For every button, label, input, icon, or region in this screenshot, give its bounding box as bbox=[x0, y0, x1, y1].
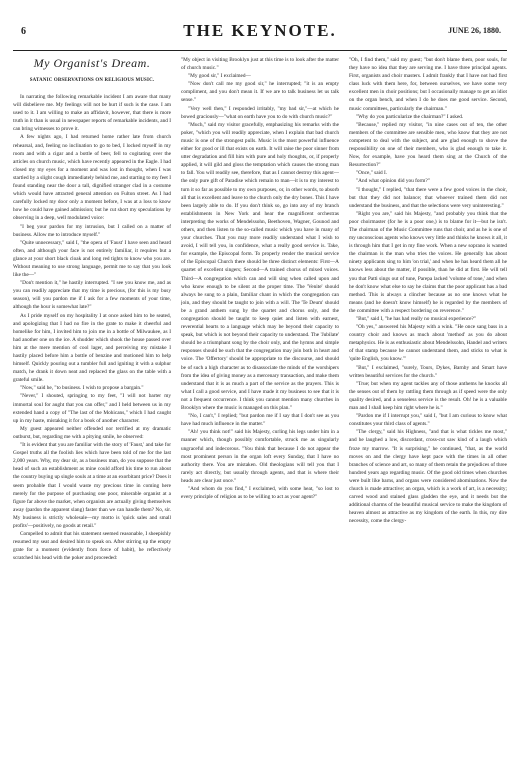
article-subtitle: SATANIC OBSERVATIONS ON RELIGIOUS MUSIC. bbox=[29, 78, 155, 83]
article-paragraph: "Ah! you think not!" said his Majesty, curling his legs under him in a manner which, though possibly comfortable, struck me as singularly ungraceful and indecorous. "You think that because I do not appear the most prominent person in the organ loft every Sunday, that I have no authority there. You are mistaken. Old theologians will tell you that I rarely act directly, but usually through agents, and that is where their heads are clear just once." bbox=[181, 429, 339, 484]
article-paragraph: "True; but when my agent tackles any of those anthems he knocks all the senses out of them by rattling them through as if speed were the only quality desired, and a senseless service is the result. Oh! he is a valuable man and I shall keep him right where he is." bbox=[349, 380, 507, 412]
article-column-2 bbox=[181, 56, 339, 753]
article-paragraph: "Once," said I. bbox=[356, 170, 388, 177]
article-paragraph: My guest appeared neither offended nor terrified at my dramatic outburst, but, regarding me with a pitying smile, he observed: bbox=[13, 425, 171, 440]
article-paragraph: "Because," replied my visitor, "in nine cases out of ten, the other members of the committee are sensible men, who know that they are not competent to deal with the subject, and are glad enough to shove the responsibility on one of their members, who is glad enough to take it. Now, for example, have you heard them sing at the Church of the Resurrection?" bbox=[349, 121, 507, 169]
article-column-1 bbox=[13, 56, 171, 753]
article-paragraph: "But," I exclaimed, "surely, Tours, Dykes, Barnby and Smart have written beautiful services for the church." bbox=[349, 364, 507, 379]
article-paragraph: "I beg your pardon for my intrusion, but I called on a matter of business. Allow me to introduce myself." bbox=[13, 223, 171, 238]
article-paragraph: A few nights ago, I had returned home rather late from church rehearsal, and, feeling no inclination to go to bed, I locked myself in my room and with a cigar and a bottle of beer, fell to cogitating over the articles on church music, which have recently appeared in the Eagle. I had closed my my eyes for a moment and was lost in thought, when I was startled by a slight cough immediately behind me, and starting to my feet I found standing near the door a tall, dignified stranger clad in a costume which would have attracted general attention on Fulton street. As I had carefully locked my door only a moment before, I was at a loss to know how he could have gained admission; but he cut short my speculations by observing in a deep, well modulated voice: bbox=[13, 134, 171, 222]
article-paragraph: "It is evident that you are familiar with the story of 'Faust,' and take for Gospel truths all the foolish lies which have been told of me for the last 2,000 years. Why, my dear sir, as a business man, do you suppose that the head of such an establishment as mine could afford his time to run about the country buying up single souls at a time at an exorbitant price? Does it seem probable that I would waste my precious time in coming here merely for the purpose of purchasing one poor, miserable organist at a figure far above the market, when organists are actually giving themselves away (pardon the apparent slang) faster than we can handle them? No, sir. My business is strictly wholesale—my motto is 'quick sales and small profits'—positively, no goods at retail." bbox=[13, 442, 171, 529]
article-title: My Organist's Dream. bbox=[33, 56, 151, 70]
article-paragraph: In narrating the following remarkable incident I am aware that many will disbelieve me. My feelings will not be hurt if such is the case. I am used to it. I am willing to make an affidavit, however, that there is more truth in it than is usual in newspaper reports of remarkable incidents, and I can bring witnesses to prove it. bbox=[13, 94, 171, 133]
article-paragraph: "And what opinion did you form?" bbox=[356, 178, 430, 185]
article-paragraph: "I thought," I replied, "that there were a few good voices in the choir, but that they did not balance; that whoever trained them did not understand the business, and that the selections were very uninteresting." bbox=[349, 186, 507, 209]
article-paragraph: "Pardon me if I interrupt you," said I, "but I am curious to know what constitutes your third class of agents." bbox=[349, 413, 507, 428]
article-paragraph: "Never," I shouted, springing to my feet, "I will not barter my immortal soul for aught that you can offer," and I held between us in my extended hand a copy of "The last of the Mohicans," which I had caught up in my haste, mistaking it for a book of another character. bbox=[13, 393, 171, 424]
article-paragraph: As I pride myself on my hospitality I at once asked him to be seated, and apologizing that I had no fire in the grate to make it cheerful and homelike for him, I invited him to join me in a bottle of Milwaukee, as I had another one on the ice. A shudder which shook the house passed over him at the mere mention of cool lager, and perceiving my mistake I hastily placed before him a bottle of benzine and motioned him to help himself. Quickly pouring out a tumbler full and igniting it with a sulphur match, he drank it down neat and replaced the glass on the table with a grateful smile. bbox=[13, 312, 171, 384]
issue-date: JUNE 26, 1880. bbox=[448, 26, 501, 35]
article-paragraph: "And whom do you find," I exclaimed, with some heat, "so lost to every principle of religion as to be willing to act as your agent?" bbox=[181, 485, 339, 501]
article-paragraph: "Quite unnecessary," said I, "the opera of 'Faust' I have seen and heard often, and although your face is not entirely familiar, it requires but a glance at your short black cloak and long red tights to know who you are. Without meaning to use strong language, permit me to say that you look like the—" bbox=[13, 239, 171, 279]
article-paragraph: "My good sir," I exclaimed— bbox=[188, 73, 251, 80]
article-paragraph: "Now," said he, "to business. I wish to propose a bargain." bbox=[20, 385, 144, 392]
article-paragraph: "Oh, I find them," said my guest; "but don't blame them, poor souls, for they have no idea that they are serving me. I have three principal agents. First, organists and choir masters. I admit frankly that I have not had first class luck with them here, for, between ourselves, we have some very excellent men in choir positions; but I occasionally manage to get an idiot on the organ bench, and when I do he does me good service. Second, music committees, particularly the chairman." bbox=[349, 57, 507, 112]
page-number: 6 bbox=[21, 26, 26, 37]
article-paragraph: "Very well then," I responded irritably, "my bad sir,"—at which he bowed graciously—"what on earth have you to do with church music?" bbox=[181, 105, 339, 120]
masthead: THE KEYNOTE. bbox=[183, 21, 337, 40]
article-paragraph: "Why do you particularize the chairman?" I asked. bbox=[356, 113, 464, 120]
article-paragraph: "But," said I, "he has had really no musical experience?" bbox=[356, 316, 476, 322]
page-header bbox=[13, 10, 507, 51]
article-paragraph: "Don't mention it," he hastily interrupted. "I see you know me, and as you can readily appreciate that my time is precious, (for this is my busy season), will you pardon me if I ask for a few moments of your time, although the hour is somewhat late?" bbox=[13, 280, 171, 311]
article-paragraph: "Much," said my visitor gracefully, emphasizing his remarks with the poker, "which you will readily appreciate, when I explain that bad church music is one of the strongest pulls. Music is the most powerful influence either for good or ill that exists on earth. It will raise the poor sinner from utter degradation and fill him with pure and holy thoughts, or, if properly applied, it will gild and gloss the temptation which causes the strong man to fall. You will readily see, therefore, that as I cannot destroy this agent—the only pure gift of Paradise which remain to man—it is to my interest to turn it so far as possible to my own purposes, or, in other words, to absorb all that is excellent and leave to the church only the dry bones. This I have been largely able to do. If you don't think so, go into any of my branch establishments in New York and hear the magnificent orchestras interpreting the works of Mendelssohn, Beethoven, Wagner, Gounod and others, and then listen to the so-called music which you have in many of your churches. That you may more readily understand what I wish to avoid, I will tell you, in confidence, what a really good service is. Take, for example, the Episcopal form. To properly render the musical service of the Episcopal Church there should be three distinct elements: First—A quartet of excellent singers; Second—A trained chorus of mixed voices. Third—A congregation which can and will sing when called upon and who know enough to be silent at the proper time. The 'Venite' should always be sung to a plain, familiar chant in which the congregation can join, and they should be taught to join with a will. The 'Te Deum' should be a grand anthem sung by the quartet and chorus only, and the congregation should be taught to keep quiet and listen with earnest, reverential hearts to a language which may be beyond their capacity to speak, but which is not beyond their capacity to understand. The 'Jubilate' should be a triumphant song by the choir only, and the hymns and simple responses should be such that the congregation may join both in heart and voice. The 'Offertory' should be appropriate to the discourse, and should be of such a high character as to disassociate the minds of the worshipers from the idea of giving money as a mercenary transaction, and make them understand that it is as much a part of the service as the prayers. This is what I call a good service, and I have made it my business to see that it is not a frequent occurrence. I think you cannot mention many churches in Brooklyn where the music is managed on this plan." bbox=[181, 121, 339, 412]
article-column-3 bbox=[349, 56, 507, 753]
article-paragraph: "My object in visiting Brooklyn just at this time is to look after the matter of church music." bbox=[181, 57, 339, 72]
article-paragraph: "Right you are," said his Majesty, "and probably you think that the poor choirmaster (for he is a poor one,) is to blame for it—but he isn't. The chairman of the Music Committee runs that choir, and as he is one of my unconscious agents who knows very little and thinks he knows it all, it is through him that I get in my fine work. When a new soprano is wanted the chairman is the man who tries the voices. He generally has about ninety applicants sing to him 'on trial,' and when he has heard them all he knows less about the matter, if possible, than he did at first. He will tell you that Patti sings out of tune, Parepa lacked 'volume of tone,' and when he don't know what else to say he claims that the poor applicant has a bad method. This is always a clincher because as no one knows what he means (and he doesn't know himself) he is regarded by the members of the committee with a respect bordering on reverence." bbox=[349, 210, 507, 314]
article-paragraph: "No, I can't," I replied; "but pardon me if I say that I don't see as you have had much influence in the matter." bbox=[181, 413, 339, 428]
article-columns bbox=[13, 56, 507, 753]
article-paragraph: "Oh yes," answered his Majesty with a wink. "He once sang bass in a country choir and knows as much about 'method' as you do about metaphysics. He is as enthusiastic about Mendelssohn, Handel and writers of that stamp because he cannot understand them, and sticks to what is 'quite English, you know.'" bbox=[349, 324, 507, 363]
article-paragraph: "Now don't call me my good sir," he interrupted; "it is an empty compliment, and you don't mean it. If we are to talk business let us talk sense." bbox=[181, 81, 339, 104]
article-paragraph: Compelled to admit that his statement seemed reasonable, I sheepishly resumed my seat and desired him to speak on. After stirring up the empty grate for a moment (evidently from force of habit), he reflectively scratched his head with the poker and proceeded: bbox=[13, 531, 171, 562]
article-paragraph: "The clergy," said his Highness, "and that is what tickles me most," and he laughed a low, discordant, cross-cut saw kind of a laugh which froze my marrow. "It is surprising," he continued, "that, as the world moves on and the clergy have kept pace with the times in all other branches of science and art, so many of them retain the prejudices of three hundred years ago regarding music. Of the good old times when churches were built like barns, and organs were considered abominations. Now the church is made attractive; an organ, which is a work of art, is a necessity; carved wood and stained glass gladden the eye, and it needs but the additional charms of the beautiful musical service to make the kingdom of heaven almost as attractive as my kingdom of the earth. In this, my dire necessity, come the clergy- bbox=[349, 429, 507, 525]
